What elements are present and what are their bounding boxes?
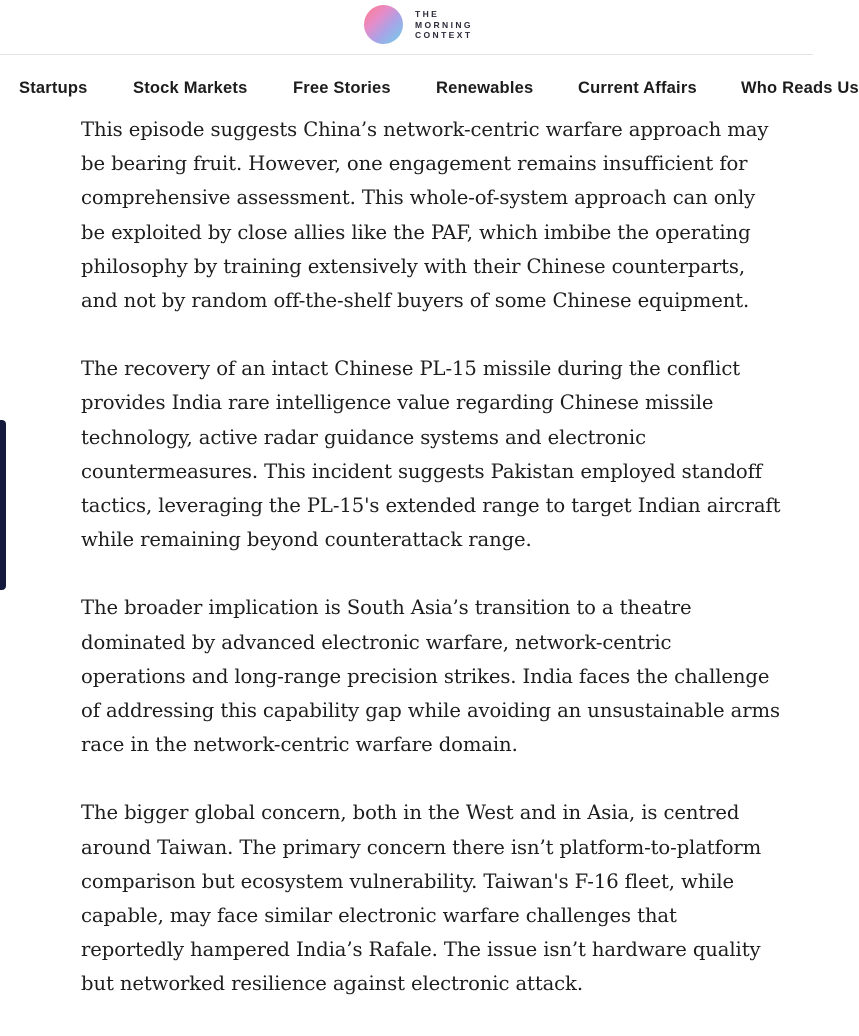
article-paragraph: The bigger global concern, both in the West and in Asia, is centred around Taiwan. The primary concern there isn’t platform-to-platform comparison but ecosystem vulnerability. Taiwan's F-16 fleet, while capable, may face similar electronic warfare challenges that reportedly hampered India’s Rafale. The issue isn’t hardware quality but networked resilience against electronic attack. (81, 801, 762, 996)
site-logo[interactable] (364, 5, 484, 45)
article-paragraph: This episode suggests China’s network-centric warfare approach may be bearing fruit. However, one engagement remains insufficient for comprehensive assessment. This whole-of-system approach can only be exploited by close allies like the PAF, which imbibe the operating philosophy by training extensively with their Chinese counterparts, and not by random off-the-shelf buyers of some Chinese equipment. (81, 118, 769, 313)
side-feedback-tab[interactable] (0, 420, 6, 590)
article-paragraph: The broader implication is South Asia’s transition to a theatre dominated by advanced electronic warfare, network-centric operations and long-range precision strikes. India faces the challenge of addressing this capability gap while avoiding an unsustainable arms race in the network-centric warfare domain. (81, 596, 780, 757)
nav-item-current-affairs[interactable]: Current Affairs (578, 79, 697, 97)
site-header (0, 0, 813, 55)
logo-circle-icon (364, 5, 403, 44)
article-body (81, 113, 781, 1036)
nav-item-free-stories[interactable]: Free Stories (293, 79, 391, 97)
logo-wordmark (415, 9, 473, 41)
logo-line-2: MORNING (415, 19, 473, 30)
nav-item-stock-markets[interactable]: Stock Markets (133, 79, 248, 97)
nav-item-startups[interactable]: Startups (19, 79, 88, 97)
category-nav (0, 55, 859, 121)
nav-item-renewables[interactable]: Renewables (436, 79, 534, 97)
logo-line-1: THE (415, 9, 440, 19)
article-paragraph: The recovery of an intact Chinese PL-15 missile during the conflict provides India rare intelligence value regarding Chinese missile technology, active radar guidance systems and electronic countermeasures. This incident suggests Pakistan employed standoff tactics, leveraging the PL-15's extended range to target Indian aircraft while remaining beyond counterattack range. (81, 357, 781, 552)
nav-item-who-reads-us[interactable]: Who Reads Us (741, 79, 859, 97)
logo-line-3: CONTEXT (415, 30, 473, 40)
